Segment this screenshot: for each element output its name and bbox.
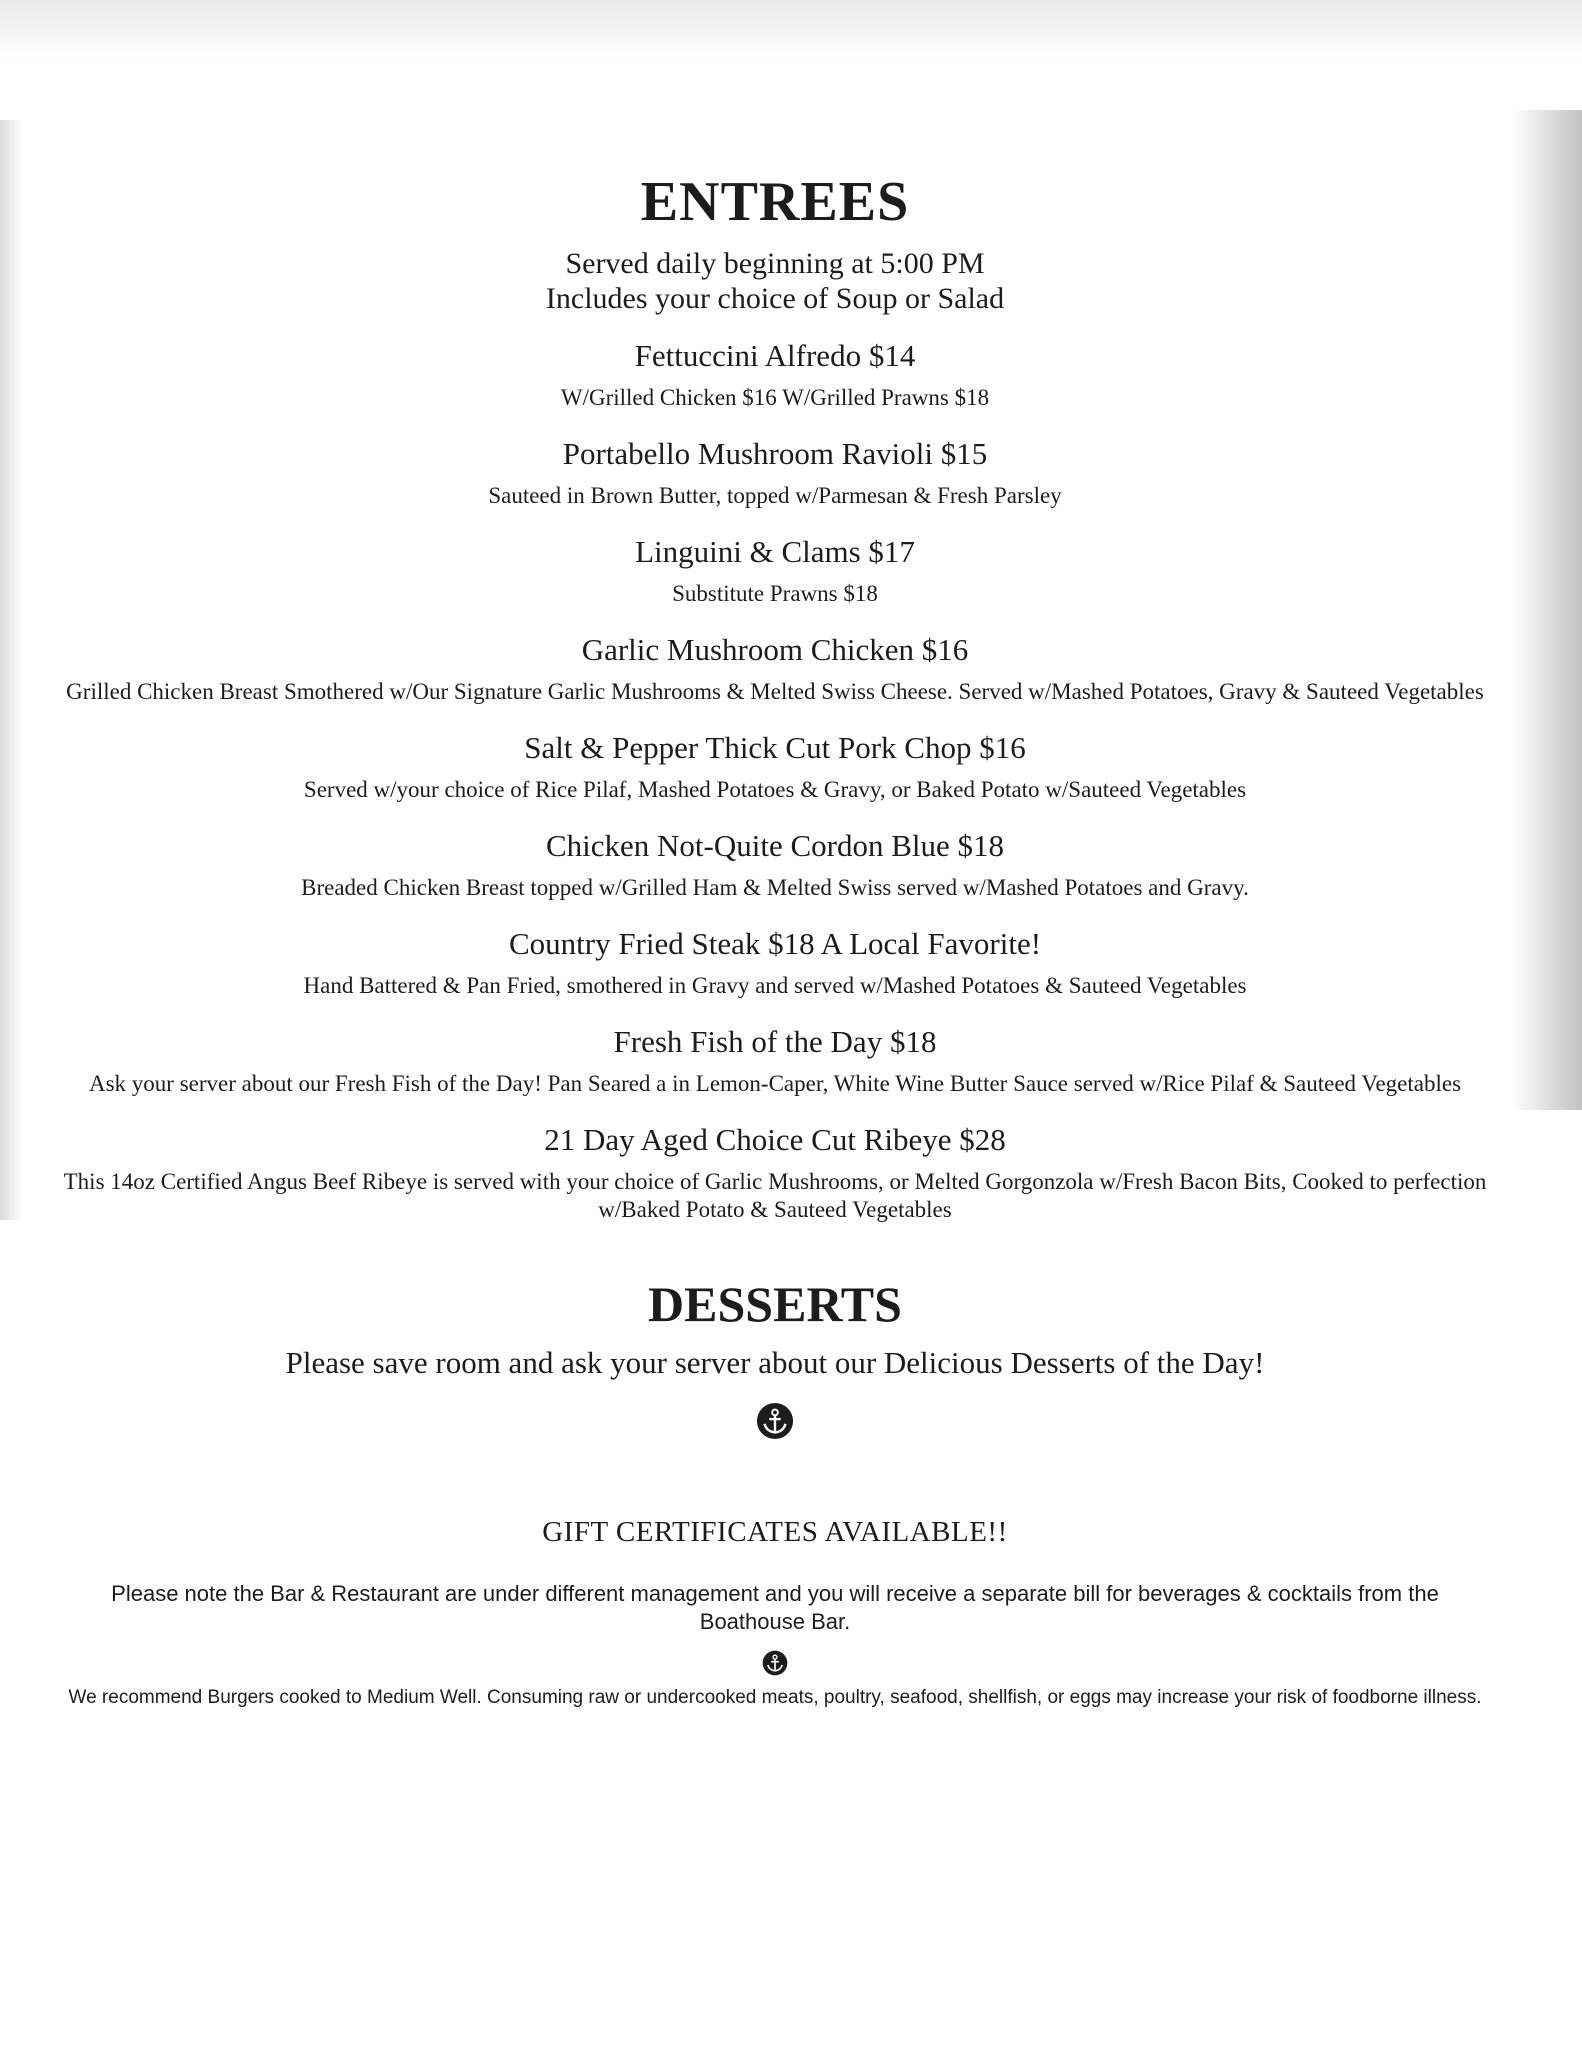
entree-item bbox=[60, 336, 1490, 412]
scan-shadow-right bbox=[1512, 110, 1582, 1110]
entree-name: Country Fried Steak $18 A Local Favorite! bbox=[508, 926, 1042, 961]
entree-description: Substitute Prawns $18 bbox=[672, 581, 878, 606]
entree-description: This 14oz Certified Angus Beef Ribeye is served with your choice of Garlic Mushrooms, or Melted Gorgonzola w/Fresh Bacon Bits, Cooked to perfection w/Baked Potato & Sauteed Vegetables bbox=[63, 1169, 1487, 1222]
anchor-icon bbox=[60, 1402, 1490, 1440]
entree-name: Fettuccini Alfredo $14 bbox=[634, 338, 916, 373]
entree-description: Sauteed in Brown Butter, topped w/Parmesan & Fresh Parsley bbox=[488, 483, 1062, 508]
gift-certificates-note: GIFT CERTIFICATES AVAILABLE!! bbox=[542, 1516, 1008, 1548]
entree-description: Breaded Chicken Breast topped w/Grilled Ham & Melted Swiss served w/Mashed Potatoes and Gravy. bbox=[301, 875, 1249, 900]
entree-description: Served w/your choice of Rice Pilaf, Mashed Potatoes & Gravy, or Baked Potato w/Sauteed Vegetables bbox=[303, 777, 1247, 802]
entree-description: Ask your server about our Fresh Fish of the Day! Pan Seared a in Lemon-Caper, White Wine Butter Sauce served w/Rice Pilaf & Sauteed Vegetables bbox=[88, 1071, 1462, 1096]
scan-shadow-top bbox=[0, 0, 1582, 60]
entree-item bbox=[60, 826, 1490, 902]
scan-shadow-left bbox=[0, 120, 22, 1220]
entrees-intro-hours: Served daily beginning at 5:00 PM bbox=[565, 247, 985, 280]
food-safety-warning: We recommend Burgers cooked to Medium Well. Consuming raw or undercooked meats, poultry, seafood, shellfish, or eggs may increase your risk of foodborne illness. bbox=[68, 1687, 1482, 1708]
anchor-icon bbox=[60, 1650, 1490, 1676]
entree-name: Garlic Mushroom Chicken $16 bbox=[581, 632, 969, 667]
entree-item bbox=[60, 924, 1490, 1000]
entrees-title: ENTREES bbox=[640, 171, 910, 233]
entree-item bbox=[60, 1120, 1490, 1224]
entree-name: Chicken Not-Quite Cordon Blue $18 bbox=[545, 828, 1005, 863]
entree-description: Grilled Chicken Breast Smothered w/Our Signature Garlic Mushrooms & Melted Swiss Cheese. Served w/Mashed Potatoes, Gravy & Sauteed Vegetables bbox=[66, 679, 1484, 704]
entree-item bbox=[60, 1022, 1490, 1098]
menu-page bbox=[60, 170, 1490, 1710]
desserts-text: Please save room and ask your server about our Delicious Desserts of the Day! bbox=[285, 1345, 1265, 1380]
entree-name: Portabello Mushroom Ravioli $15 bbox=[562, 436, 988, 471]
entree-name: 21 Day Aged Choice Cut Ribeye $28 bbox=[544, 1122, 1006, 1157]
entrees-intro bbox=[60, 246, 1490, 316]
entree-item bbox=[60, 728, 1490, 804]
entree-item bbox=[60, 532, 1490, 608]
management-note: Please note the Bar & Restaurant are under different management and you will receive a separate bill for beverages & cocktails from the Boathouse Bar. bbox=[111, 1581, 1439, 1634]
entree-item bbox=[60, 434, 1490, 510]
entree-item bbox=[60, 630, 1490, 706]
entree-name: Linguini & Clams $17 bbox=[635, 534, 915, 569]
entree-description: Hand Battered & Pan Fried, smothered in Gravy and served w/Mashed Potatoes & Sauteed Vegetables bbox=[303, 973, 1247, 998]
entrees-intro-includes: Includes your choice of Soup or Salad bbox=[545, 282, 1005, 315]
entree-name: Salt & Pepper Thick Cut Pork Chop $16 bbox=[524, 730, 1026, 765]
entree-name: Fresh Fish of the Day $18 bbox=[613, 1024, 937, 1059]
entree-description: W/Grilled Chicken $16 W/Grilled Prawns $18 bbox=[560, 385, 990, 410]
desserts-title: DESSERTS bbox=[648, 1276, 902, 1332]
